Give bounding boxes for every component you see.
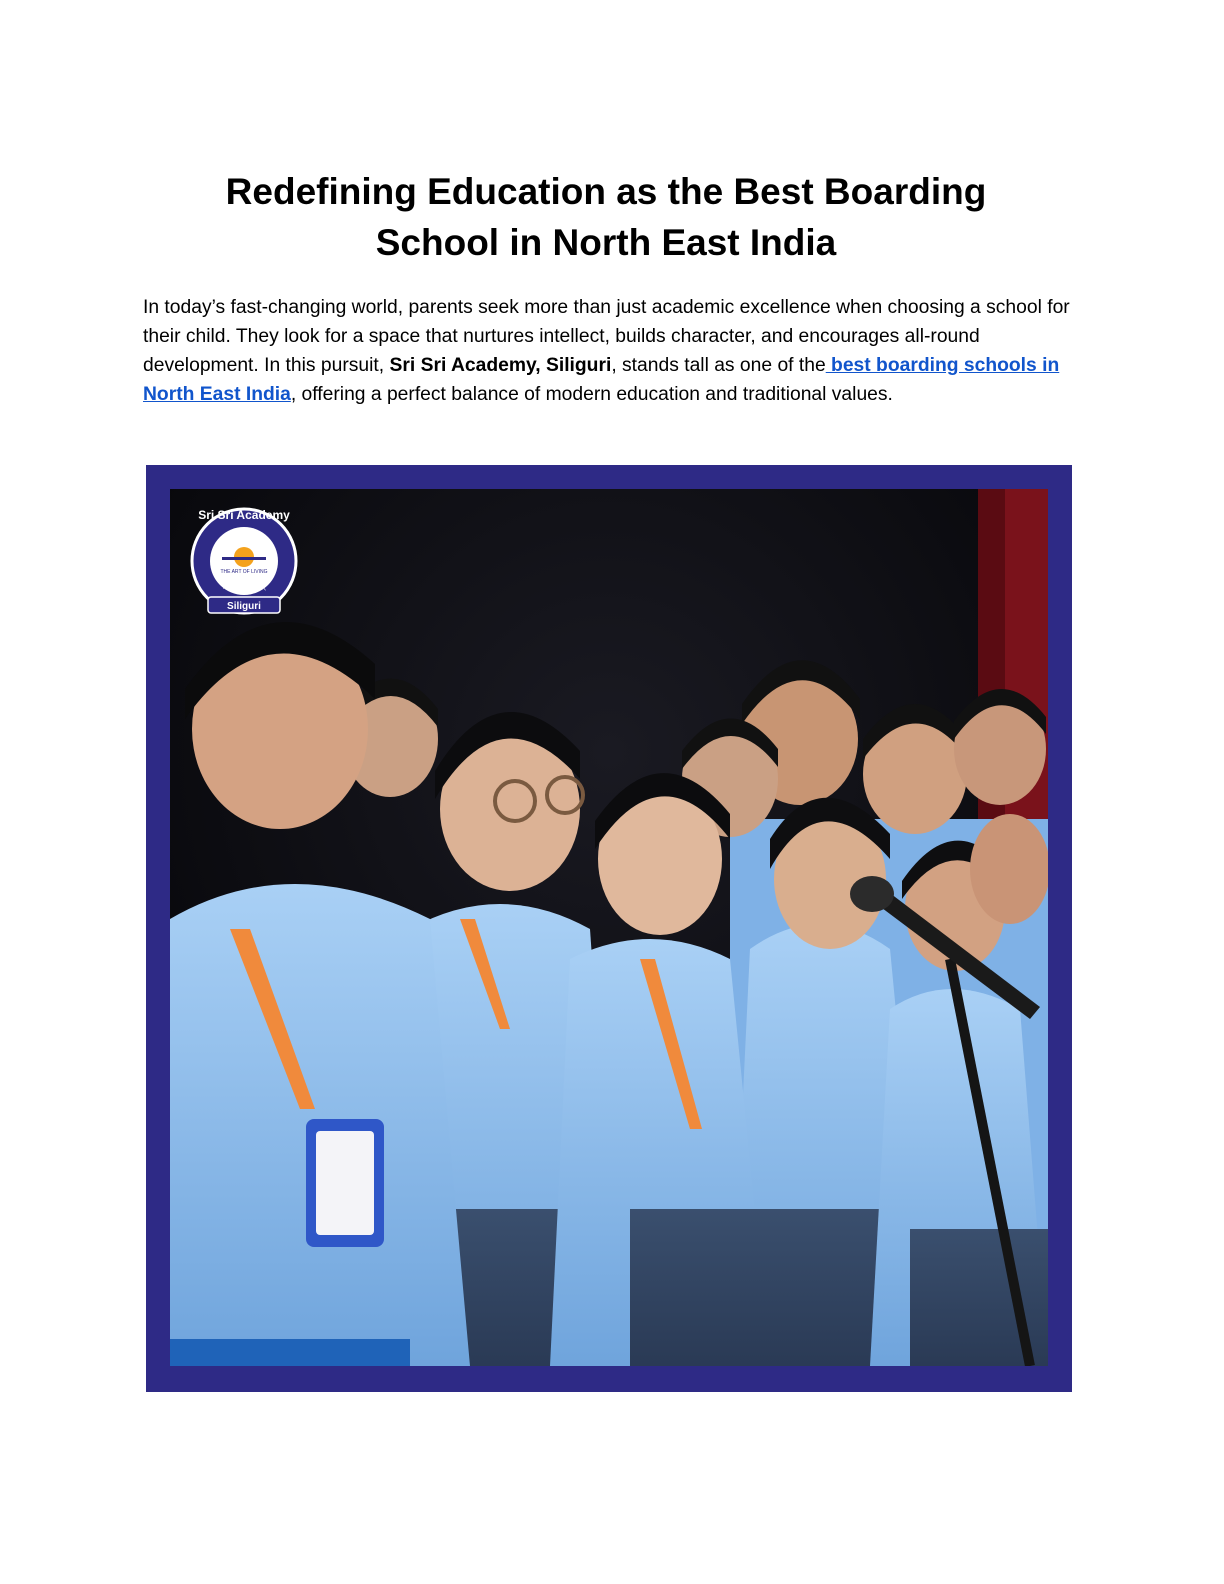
title-line-2: School in North East India [375,222,837,263]
school-logo-badge [192,508,296,613]
intro-text-after: , offering a perfect balance of modern education and traditional values. [290,384,893,405]
title-line-1: Redefining Education as the Best Boarding [225,171,987,212]
intro-text-middle: , stands tall as one of the [611,355,826,376]
students-choir-photo [170,489,1048,1366]
page-title [150,166,1062,268]
intro-text-before: In today’s fast-changing world, parents seek more than just academic excellence when choosing a school for their child. They look for a space that nurtures intellect, builds character, and encourages all-round development. In this pursuit, [143,297,1070,376]
boarding-schools-link[interactable]: best boarding schools in North East India [143,355,1060,405]
school-name: Sri Sri Academy, Siliguri [389,355,612,376]
badge-tagline: THE ART OF LIVING [220,569,268,575]
badge-bottom-text: Siliguri [227,601,261,612]
badge-motto: विद्या ददाति विनयम् [222,584,266,591]
badge-top-text: Sri Sri Academy [198,508,290,522]
intro-paragraph [143,293,1083,409]
photo-frame [146,465,1072,1392]
